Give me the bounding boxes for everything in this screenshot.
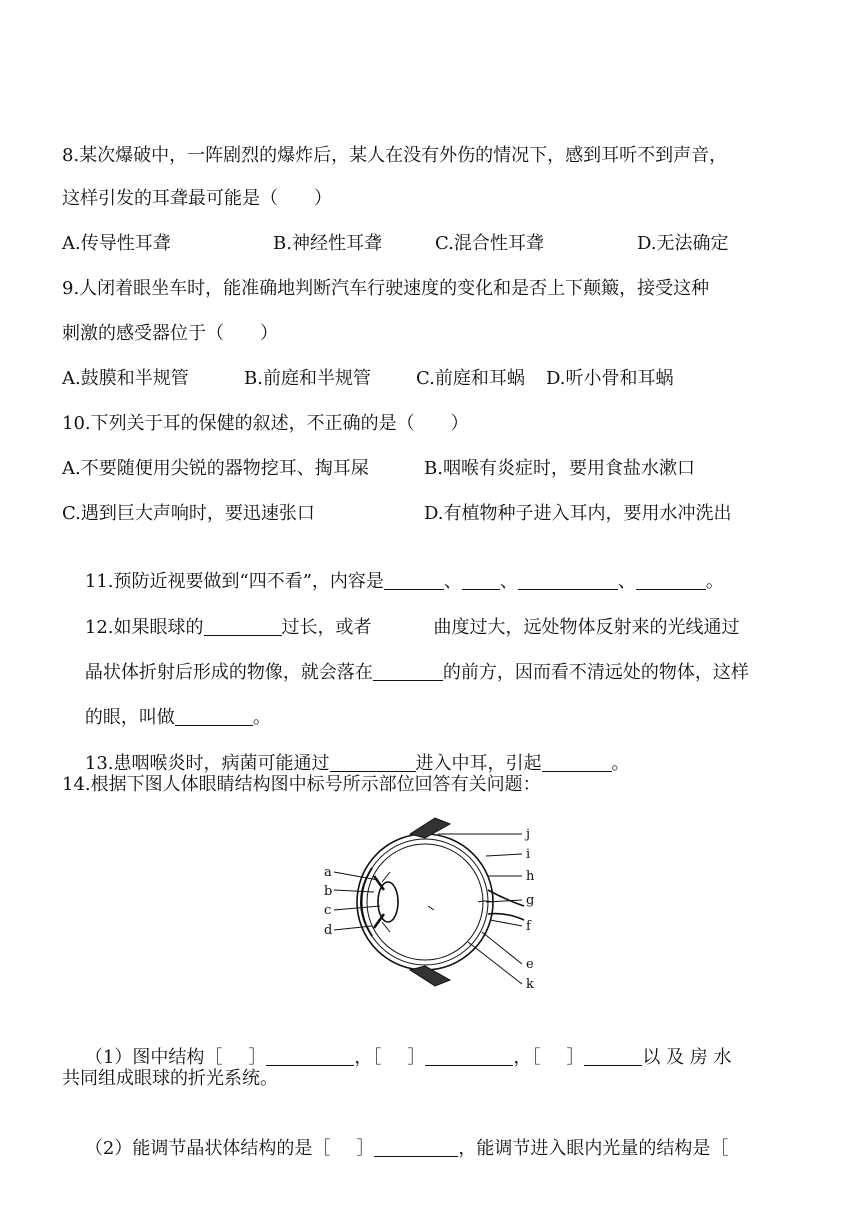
q14-sub1-line2: 共同组成眼球的折光系统。 — [62, 1068, 278, 1089]
q12-blank-1[interactable] — [204, 617, 282, 636]
q11-blank-3[interactable] — [518, 571, 618, 590]
diagram-label-e: e — [526, 957, 534, 972]
q14-sub1-blank-3[interactable] — [584, 1047, 642, 1066]
q13-text-1: 13.患咽喉炎时，病菌可能通过 — [84, 753, 330, 774]
q11-sep-3: 、 — [617, 571, 636, 592]
q10-option-d: D.有植物种子进入耳内，要用水冲洗出 — [424, 503, 732, 524]
q12-text-4: 晶状体折射后形成的物像，就会落在 — [84, 662, 373, 683]
q12-text-7: 。 — [252, 707, 271, 728]
q14-sub1-text-c1: ，［ — [354, 1047, 382, 1068]
q13-blank-1[interactable] — [330, 753, 416, 772]
q14-sub1-text-c2: ，［ — [513, 1047, 541, 1068]
diagram-label-g: g — [526, 893, 535, 908]
q8-option-c: C.混合性耳聋 — [435, 233, 544, 254]
q11-prefix: 11.预防近视要做到“四不看”，内容是 — [84, 571, 384, 592]
q13-text-3: 。 — [611, 753, 630, 774]
q14-sub1-text-b: ］ — [248, 1047, 267, 1068]
iris-upper — [374, 876, 384, 890]
q9-option-b: B.前庭和半规管 — [244, 368, 371, 389]
q8-option-d: D.无法确定 — [637, 233, 729, 254]
q14-stem: 14.根据下图人体眼睛结构图中标号所示部位回答有关问题： — [62, 774, 541, 795]
q12-text-5: 的前方，因而看不清远处的物体，这样 — [442, 662, 749, 683]
q12-text-6: 的眼，叫做 — [84, 707, 175, 728]
diagram-label-i: i — [526, 847, 531, 862]
muscle-bottom — [410, 966, 450, 986]
q12-blank-2[interactable] — [373, 662, 443, 681]
q14-sub1-blank-2[interactable] — [425, 1047, 513, 1066]
diagram-label-k: k — [526, 977, 534, 992]
q10-stem: 10.下列关于耳的保健的叙述，不正确的是（ ） — [62, 413, 469, 434]
q14-sub2-text-c: ，能调节进入眼内光量的结构是［ — [458, 1138, 729, 1159]
diagram-label-b: b — [324, 884, 333, 899]
diagram-label-j: j — [526, 827, 531, 842]
q11-blank-4[interactable] — [636, 571, 706, 590]
diagram-label-f: f — [526, 919, 531, 934]
diagram-label-a: a — [324, 865, 332, 880]
lens — [378, 882, 398, 922]
q14-sub2-blank-1[interactable] — [374, 1138, 458, 1157]
q8-stem-line1: 8.某次爆破中，一阵剧烈的爆炸后，某人在没有外伤的情况下，感到耳听不到声音， — [62, 145, 728, 166]
q9-option-c: C.前庭和耳蜗 — [416, 368, 525, 389]
q10-option-c: C.遇到巨大声响时，要迅速张口 — [62, 503, 315, 524]
q14-sub1-text-d: 以 及 房 水 — [642, 1047, 732, 1068]
q14-sub1-text-b3: ］ — [566, 1047, 585, 1068]
q9-stem-line2: 刺激的感受器位于（ ） — [62, 323, 278, 344]
q14-sub1-text-b2: ］ — [407, 1047, 426, 1068]
q9-option-a: A.鼓膜和半规管 — [62, 368, 189, 389]
q14-sub1-blank-1[interactable] — [266, 1047, 354, 1066]
iris-lower — [374, 914, 384, 928]
q11-blank-1[interactable] — [384, 571, 444, 590]
q8-option-a: A.传导性耳聋 — [62, 233, 171, 254]
q11-end: 。 — [705, 571, 724, 592]
diagram-label-c: c — [324, 903, 332, 918]
q12-text-3: 曲度过大，远处物体反射来的光线通过 — [433, 617, 740, 638]
q11-blank-2[interactable] — [462, 571, 500, 590]
q11-sep-1: 、 — [443, 571, 462, 592]
q10-option-b: B.咽喉有炎症时，要用食盐水漱口 — [424, 458, 695, 479]
retina-outline — [367, 844, 483, 960]
q12-text-1: 12.如果眼球的 — [84, 617, 204, 638]
q14-sub1-text-a: （1）图中结构［ — [84, 1047, 223, 1068]
diagram-label-d: d — [324, 923, 333, 938]
muscle-top — [410, 818, 450, 838]
q8-option-b: B.神经性耳聋 — [273, 233, 382, 254]
eye-structure-diagram — [310, 810, 550, 1000]
q13-text-2: 进入中耳，引起 — [415, 753, 542, 774]
choroid-outline — [362, 839, 488, 965]
q13-blank-2[interactable] — [542, 753, 612, 772]
q14-sub2-text-b: ］ — [356, 1138, 375, 1159]
q10-option-a: A.不要随便用尖锐的器物挖耳、掏耳屎 — [62, 458, 369, 479]
q12-text-2: 过长，或者 — [281, 617, 372, 638]
q14-sub2-line1 — [62, 1113, 728, 1185]
q14-sub2-text-a: （2）能调节晶状体结构的是［ — [84, 1138, 331, 1159]
diagram-label-h: h — [526, 869, 535, 884]
q12-blank-3[interactable] — [175, 707, 253, 726]
q8-stem-line2: 这样引发的耳聋最可能是（ ） — [62, 188, 332, 209]
q11-sep-2: 、 — [499, 571, 518, 592]
q9-stem-line1: 9.人闭着眼坐车时，能准确地判断汽车行驶速度的变化和是否上下颠簸，接受这种 — [62, 278, 710, 299]
q9-option-d: D.听小骨和耳蜗 — [546, 368, 674, 389]
